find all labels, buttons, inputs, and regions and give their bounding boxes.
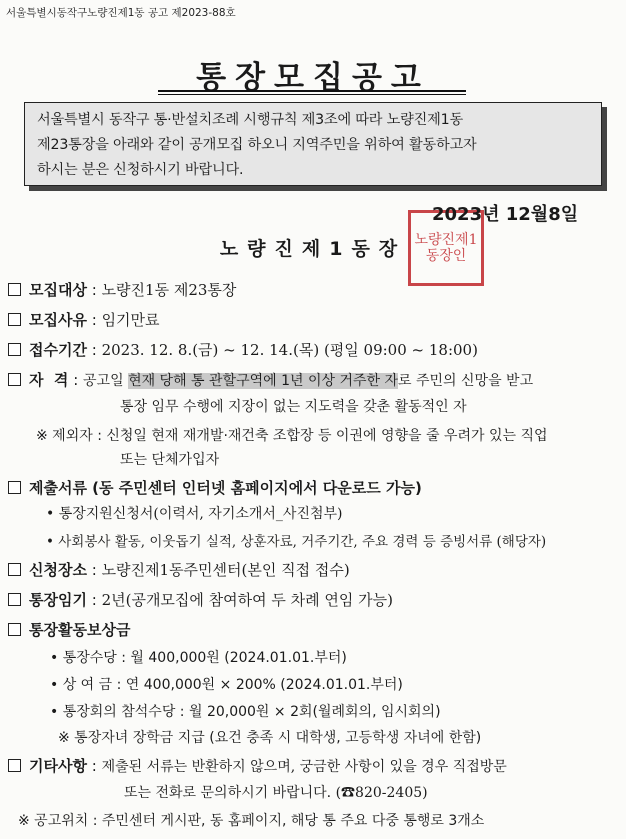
- checkbox-icon: [8, 343, 21, 356]
- item-label: 접수기간: [29, 341, 87, 359]
- item-value: 로 주민의 신망을 받고: [398, 373, 534, 389]
- scholarship-note: ※ 통장자녀 장학금 지급 (요건 충족 시 대학생, 고등학생 자녀에 한함): [58, 730, 482, 746]
- posting-location: ※ 공고위치 : 주민센터 게시판, 동 홈페이지, 해당 통 주요 다중 통행로 3개소: [18, 813, 485, 829]
- item-label: 모집사유: [29, 311, 87, 329]
- notice-number: 서울특별시동작구노량진제1동 공고 제2023-88호: [6, 7, 236, 19]
- item-sep: :: [86, 561, 102, 579]
- checkbox-icon: [8, 313, 21, 326]
- highlighted-text: 현재 당해 통 관할구역에 1년 이상 거주한 자: [128, 373, 399, 389]
- item-qualification-cont: 통장 임무 수행에 지장이 없는 지도력을 갖춘 활동적인 자: [120, 399, 467, 415]
- item-label: 모집대상: [29, 281, 87, 299]
- list-item: • 통장회의 참석수당 : 월 20,000원 × 2회(월례회의, 임시회의): [50, 704, 441, 720]
- item-value: 제출된 서류는 반환하지 않으며, 궁금한 사항이 있을 경우 직접방문: [101, 759, 507, 775]
- item-value: 노량진1동 제23통장: [101, 281, 237, 299]
- list-item: • 통장수당 : 월 400,000원 (2024.01.01.부터): [50, 650, 347, 666]
- checkbox-icon: [8, 283, 21, 296]
- item-value: 공고일: [83, 373, 129, 389]
- item-etc-cont: 또는 전화로 문의하시기 바랍니다. (☎820-2405): [124, 785, 428, 801]
- item-place: [8, 559, 350, 580]
- item-label: 제출서류 (동 주민센터 인터넷 홈페이지에서 다운로드 가능): [29, 479, 422, 497]
- item-value: 노량진제1동주민센터(본인 직접 접수): [101, 561, 350, 579]
- item-value: 2년(공개모집에 참여하여 두 차례 연임 가능): [101, 591, 393, 609]
- issuing-office: 노량진제1동장: [219, 238, 407, 260]
- intro-line: 서울특별시 동작구 통·반설치조례 시행규칙 제3조에 따라 노량진제1동: [37, 112, 463, 128]
- item-sep: :: [86, 341, 102, 359]
- title-underline-thin: [158, 94, 466, 95]
- exclusion-note-cont: 또는 단체가입자: [120, 452, 220, 468]
- item-value: 임기만료: [101, 311, 160, 329]
- notice-date: 2023년 12월8일: [432, 204, 579, 225]
- list-item: • 통장지원신청서(이력서, 자기소개서_사진첨부): [46, 506, 343, 522]
- item-sep: :: [86, 281, 102, 299]
- item-label: 통장임기: [29, 591, 87, 609]
- list-item: • 사회봉사 활동, 이웃돕기 실적, 상훈자료, 거주기간, 주요 경력 등 증빙서류 (해당자): [46, 534, 547, 550]
- item-term: [8, 589, 393, 610]
- page-title: 통장모집공고: [196, 60, 430, 96]
- item-period: [8, 339, 478, 360]
- checkbox-icon: [8, 481, 21, 494]
- item-value: 2023. 12. 8.(금) ~ 12. 14.(목) (평일 09:00 ~ 18:00): [101, 341, 478, 359]
- checkbox-icon: [8, 759, 21, 772]
- checkbox-icon: [8, 623, 21, 636]
- item-etc: [8, 755, 507, 776]
- item-label: 통장활동보상금: [29, 621, 131, 639]
- intro-box: [24, 102, 602, 186]
- checkbox-icon: [8, 593, 21, 606]
- item-qualification: [8, 369, 533, 390]
- intro-line: 제23통장을 아래와 같이 공개모집 하오니 지역주민을 위하여 활동하고자: [37, 137, 477, 153]
- item-label: 기타사항: [29, 757, 87, 775]
- exclusion-note: ※ 제외자 : 신청일 현재 재개발·재건축 조합장 등 이권에 영향을 줄 우려가 있는 직업: [36, 428, 548, 444]
- official-seal: 노량진제1동장인: [408, 210, 484, 286]
- item-sep: :: [86, 591, 102, 609]
- title-underline: [158, 90, 466, 92]
- intro-line: 하시는 분은 신청하시기 바랍니다.: [37, 162, 244, 178]
- item-sep: :: [86, 311, 102, 329]
- item-label: 신청장소: [29, 561, 87, 579]
- item-documents: [8, 477, 422, 498]
- item-target: [8, 279, 236, 300]
- item-label: 자 격: [29, 371, 69, 389]
- list-item: • 상 여 금 : 연 400,000원 × 200% (2024.01.01.부터): [50, 677, 403, 693]
- checkbox-icon: [8, 373, 21, 386]
- item-sep: :: [68, 371, 84, 389]
- item-sep: :: [86, 757, 102, 775]
- checkbox-icon: [8, 563, 21, 576]
- item-compensation: [8, 619, 130, 640]
- item-reason: [8, 309, 160, 330]
